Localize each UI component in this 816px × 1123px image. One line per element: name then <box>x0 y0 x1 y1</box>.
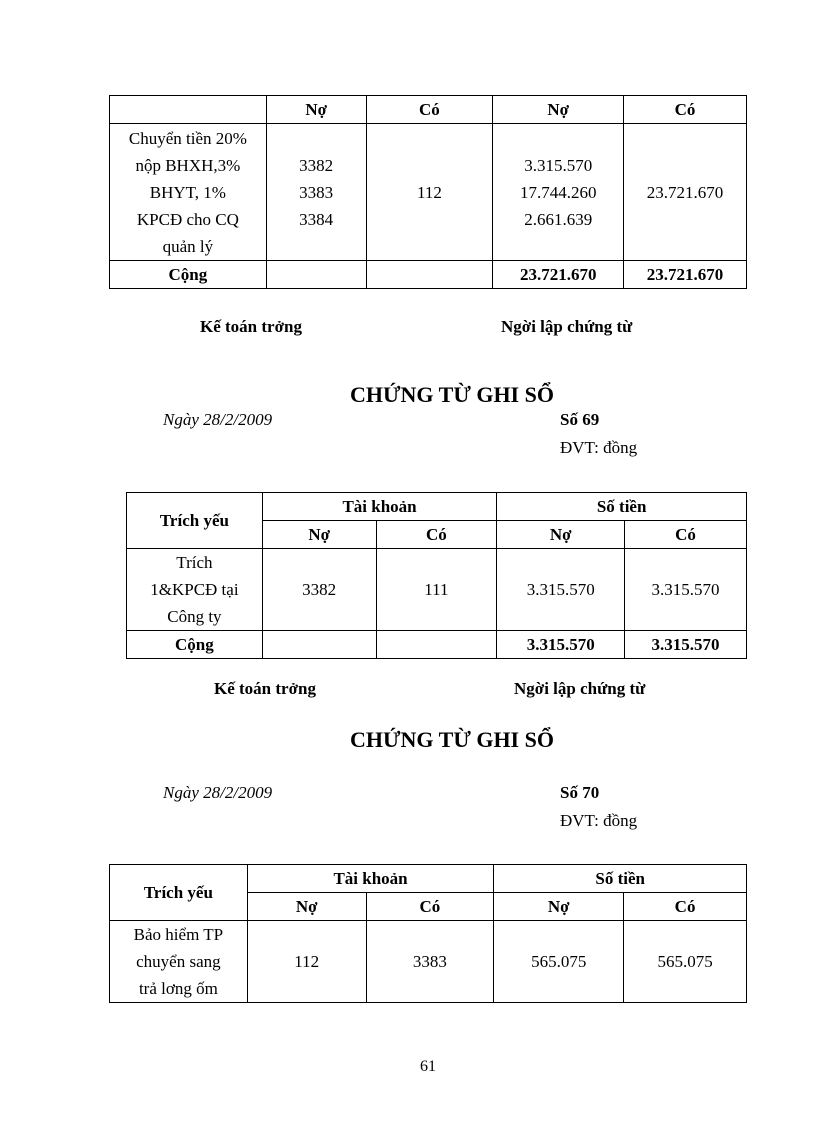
total-label: Cộng <box>127 631 263 659</box>
header-no: Nợ <box>266 96 366 124</box>
desc-line: Trích <box>176 553 213 572</box>
debit-amount: 3.315.570 <box>497 549 625 631</box>
header-account: Tài khoản <box>247 865 494 893</box>
debit-accounts <box>266 124 366 261</box>
voucher-date: Ngày 28/2/2009 <box>163 783 273 802</box>
currency-unit: ĐVT: đồng <box>560 811 638 830</box>
credit-account: 111 <box>376 549 497 631</box>
debit-account: 3382 <box>262 549 376 631</box>
voucher-table-continued <box>109 95 747 289</box>
sub-header-no: Nợ <box>494 893 624 921</box>
voucher-date: Ngày 28/2/2009 <box>163 410 273 429</box>
voucher-title: CHỨNG TỪ GHI SỔ <box>350 382 554 407</box>
debit-account: 112 <box>247 921 366 1003</box>
chief-accountant-label: Kế toán trởng <box>214 679 316 698</box>
desc-line: chuyển sang <box>136 952 221 971</box>
header-blank-cell <box>110 96 267 124</box>
header-no-amount: Nợ <box>493 96 624 124</box>
desc-line: KPCĐ cho CQ <box>136 209 239 229</box>
total-label: Cộng <box>110 261 267 289</box>
desc-line: Bảo hiểm TP <box>133 925 224 944</box>
desc-line: 1&KPCĐ tại <box>150 580 239 599</box>
total-credit: 23.721.670 <box>624 261 747 289</box>
currency-unit: ĐVT: đồng <box>560 438 638 457</box>
total-debit: 23.721.670 <box>493 261 624 289</box>
voucher-number: Số 69 <box>560 410 600 429</box>
credit-amount: 565.075 <box>624 921 747 1003</box>
desc-line: nộp BHXH,3% <box>135 155 241 175</box>
debit-amount: 565.075 <box>494 921 624 1003</box>
header-description: Trích yếu <box>127 493 263 549</box>
sub-header-co: Có <box>376 521 497 549</box>
account-number: 3384 <box>299 209 334 229</box>
total-debit: 3.315.570 <box>497 631 625 659</box>
debit-amounts <box>493 124 624 261</box>
sub-header-no: Nợ <box>262 521 376 549</box>
sub-header-co: Có <box>366 893 494 921</box>
amount: 17.744.260 <box>519 182 597 202</box>
amount: 3.315.570 <box>524 155 593 175</box>
credit-amount: 3.315.570 <box>625 549 747 631</box>
credit-account: 112 <box>366 124 493 261</box>
desc-line: trả lơng ốm <box>138 979 218 998</box>
empty-cell <box>366 261 493 289</box>
sub-header-no: Nợ <box>497 521 625 549</box>
header-co-amount: Có <box>624 96 747 124</box>
chief-accountant-label: Kế toán trởng <box>200 317 302 336</box>
voucher-70-table <box>109 864 747 1003</box>
header-account: Tài khoản <box>262 493 496 521</box>
account-number: 3383 <box>299 182 334 202</box>
preparer-label: Ngời lập chứng từ <box>501 317 633 336</box>
voucher-69-table <box>126 492 747 659</box>
header-co: Có <box>366 96 493 124</box>
row-description <box>110 124 267 261</box>
header-amount: Số tiền <box>497 493 747 521</box>
credit-account: 3383 <box>366 921 494 1003</box>
desc-line: quản lý <box>162 236 214 256</box>
empty-cell <box>376 631 497 659</box>
empty-cell <box>266 261 366 289</box>
row-description <box>110 921 248 1003</box>
desc-line: Công ty <box>167 607 222 626</box>
voucher-title: CHỨNG TỪ GHI SỔ <box>350 727 554 752</box>
header-description: Trích yếu <box>110 865 248 921</box>
account-number: 3382 <box>299 155 334 175</box>
desc-line: Chuyển tiền 20% <box>128 128 247 148</box>
sub-header-no: Nợ <box>247 893 366 921</box>
desc-line: BHYT, 1% <box>149 182 226 202</box>
sub-header-co: Có <box>625 521 747 549</box>
header-amount: Số tiền <box>494 865 747 893</box>
preparer-label: Ngời lập chứng từ <box>514 679 646 698</box>
row-description <box>127 549 263 631</box>
empty-cell <box>262 631 376 659</box>
voucher-number: Số 70 <box>560 783 600 802</box>
amount: 2.661.639 <box>524 209 593 229</box>
total-credit: 3.315.570 <box>625 631 747 659</box>
credit-amount: 23.721.670 <box>624 124 747 261</box>
sub-header-co: Có <box>624 893 747 921</box>
page-number: 61 <box>420 1058 436 1075</box>
